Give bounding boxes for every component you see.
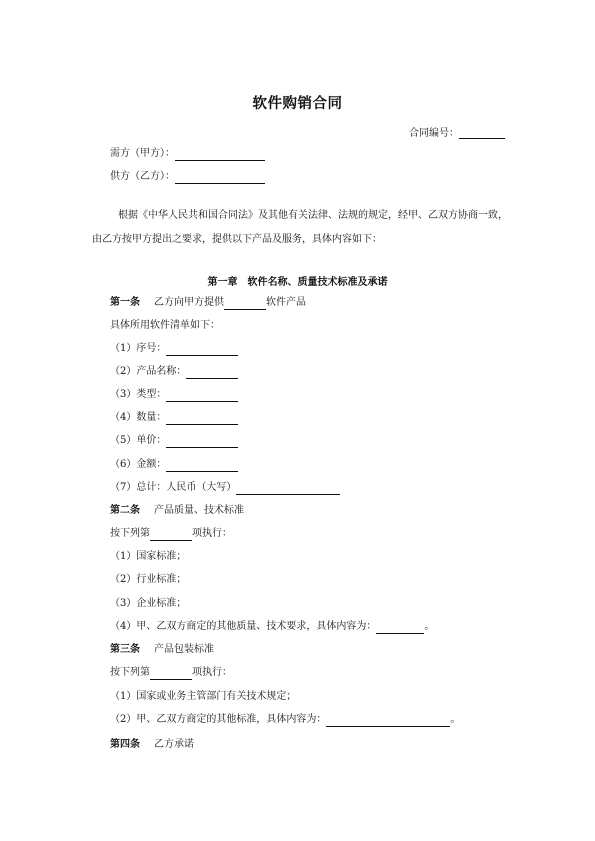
- rule-text-a: 按下列第: [110, 528, 150, 539]
- seller-blank[interactable]: [175, 172, 265, 184]
- article-2-item: （2）行业标准；: [110, 574, 187, 585]
- article-1-line: [110, 296, 306, 310]
- item-end: 。: [450, 714, 461, 725]
- rule-blank[interactable]: [150, 668, 192, 680]
- article-3-line: [110, 643, 214, 657]
- item-end: 。: [424, 621, 435, 632]
- item-blank[interactable]: [166, 344, 238, 356]
- article-3-text: 产品包装标准: [154, 644, 214, 655]
- item-blank[interactable]: [236, 483, 340, 495]
- contract-number-line: [409, 124, 505, 139]
- article-1-heading: 第一条: [110, 297, 140, 308]
- contract-number-blank[interactable]: [459, 127, 505, 139]
- buyer-blank[interactable]: [175, 149, 265, 161]
- article-2-item: （1）国家标准；: [110, 551, 187, 562]
- item-blank[interactable]: [376, 622, 424, 634]
- article-4-line: [110, 738, 194, 752]
- article-2-line: [110, 504, 244, 518]
- article-3-heading: 第三条: [110, 644, 140, 655]
- article-1-item: [110, 481, 340, 495]
- document-title: 软件购销合同: [252, 96, 343, 112]
- article-1-text-a: 乙方向甲方提供: [154, 297, 224, 308]
- article-4-heading: 第四条: [110, 739, 140, 750]
- item-label: （2）甲、乙双方商定的其他标准，具体内容为：: [110, 714, 327, 725]
- article-1-item: [110, 388, 238, 402]
- item-blank[interactable]: [186, 367, 238, 379]
- rule-text-b: 项执行：: [192, 528, 232, 539]
- contract-number-label: 合同编号：: [409, 128, 459, 139]
- article-3-rule: [110, 666, 232, 680]
- item-blank[interactable]: [326, 715, 450, 727]
- intro-line-2: 由乙方按甲方提出之要求，提供以下产品及服务，具体内容如下：: [92, 234, 382, 245]
- seller-label: 供方（乙方）：: [110, 171, 175, 182]
- article-1-item: [110, 365, 238, 379]
- item-label: （4）甲、乙双方商定的其他质量、技术要求，具体内容为：: [110, 621, 377, 632]
- article-1-item: [110, 434, 238, 448]
- item-label: （7）总计：人民币（大写）: [110, 482, 237, 493]
- item-label: （6）金额：: [110, 459, 167, 470]
- item-label: （1）序号：: [110, 343, 167, 354]
- article-1-item: [110, 458, 238, 472]
- seller-line: [110, 170, 265, 184]
- item-blank[interactable]: [166, 436, 238, 448]
- rule-text-a: 按下列第: [110, 667, 150, 678]
- rule-text-b: 项执行：: [192, 667, 232, 678]
- item-label: （5）单价：: [110, 435, 167, 446]
- rule-blank[interactable]: [150, 529, 192, 541]
- article-1-text-b: 软件产品: [266, 297, 306, 308]
- article-2-rule: [110, 527, 232, 541]
- article-2-item: （3）企业标准；: [110, 598, 187, 609]
- article-2-item: [110, 620, 434, 634]
- article-3-item: （1）国家或业务主管部门有关技术规定；: [110, 691, 297, 702]
- article-3-item: [110, 713, 460, 727]
- item-blank[interactable]: [166, 460, 238, 472]
- article-1-software-blank[interactable]: [224, 298, 266, 310]
- item-blank[interactable]: [166, 390, 238, 402]
- article-2-heading: 第二条: [110, 505, 140, 516]
- chapter-1-heading: 第一章 软件名称、质量技术标准及承诺: [207, 277, 388, 288]
- buyer-label: 需方（甲方）：: [110, 148, 175, 159]
- article-1-item: [110, 342, 238, 356]
- buyer-line: [110, 147, 265, 161]
- article-1-item: [110, 411, 238, 425]
- item-label: （3）类型：: [110, 389, 167, 400]
- article-2-text: 产品质量、技术标准: [154, 505, 244, 516]
- article-1-list-intro: 具体所用软件清单如下：: [110, 320, 220, 331]
- item-label: （4）数量：: [110, 412, 167, 423]
- intro-line-1: 根据《中华人民共和国合同法》及其他有关法律、法规的规定，经甲、乙双方协商一致，: [118, 210, 508, 221]
- article-4-text: 乙方承诺: [154, 739, 194, 750]
- item-blank[interactable]: [166, 413, 238, 425]
- item-label: （2）产品名称：: [110, 366, 187, 377]
